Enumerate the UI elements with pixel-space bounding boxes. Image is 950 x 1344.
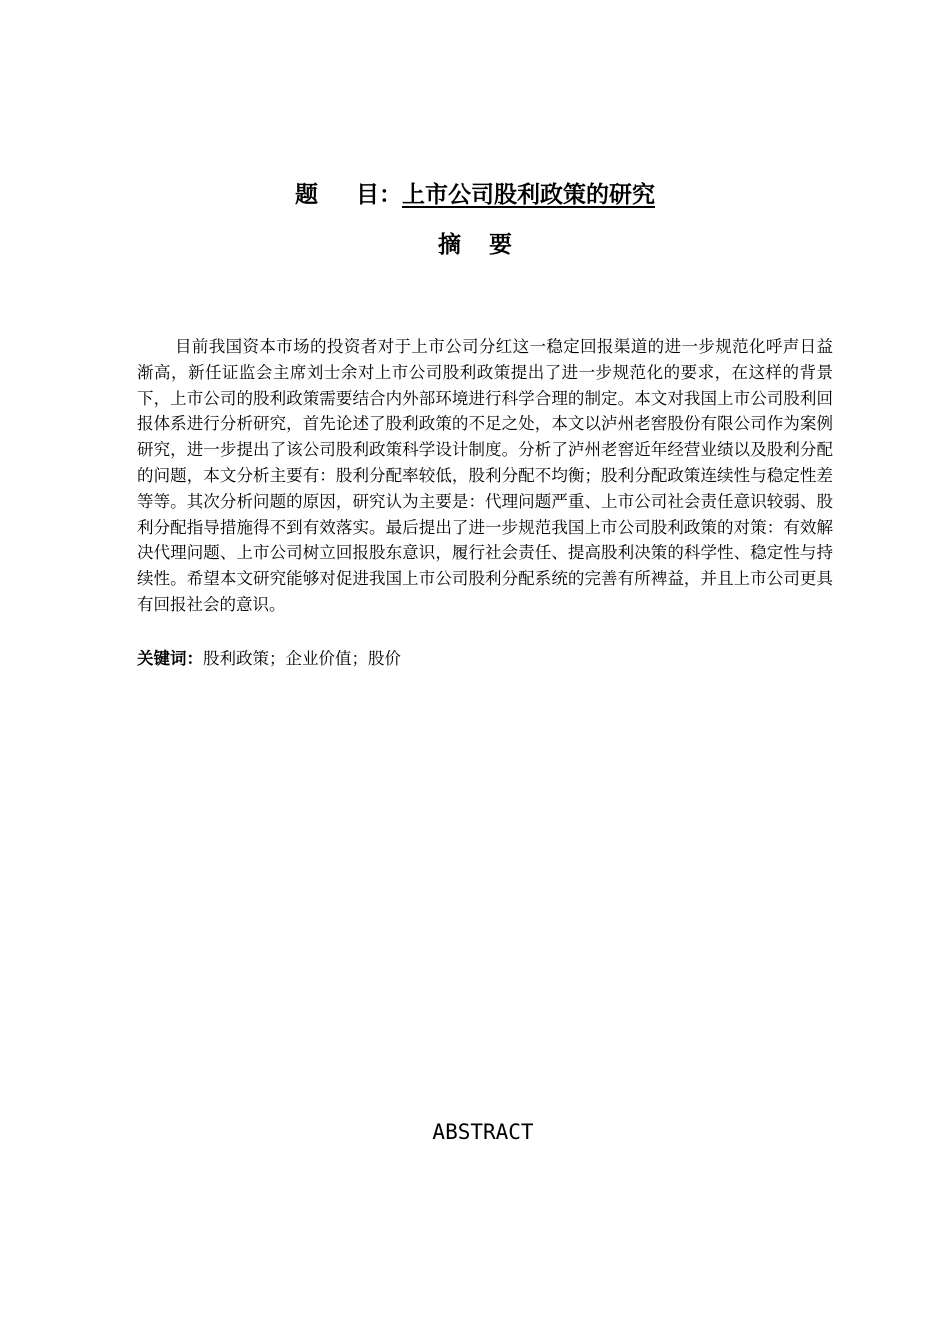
keywords-line: [137, 646, 833, 672]
title-text: 上市公司股利政策的研究: [402, 182, 655, 208]
keywords-label: 关键词：: [137, 649, 203, 668]
english-abstract-heading: ABSTRACT: [432, 1120, 534, 1144]
keywords-value: 股利政策；企业价值；股价: [203, 649, 401, 668]
abstract-heading: 摘要: [438, 232, 540, 258]
title-label-first: 题: [295, 182, 318, 208]
abstract-body: 目前我国资本市场的投资者对于上市公司分红这一稳定回报渠道的进一步规范化呼声日益渐高，新任证监会主席刘士余对上市公司股利政策提出了进一步规范化的要求，在这样的背景下，上市公司的股利政策需要结合内外部环境进行科学合理的制定。本文对我国上市公司股利回报体系进行分析研究，首先论述了股利政策的不足之处，本文以泸州老窖股份有限公司作为案例研究，进一步提出了该公司股利政策科学设计制度。分析了泸州老窖近年经营业绩以及股利分配的问题，本文分析主要有：股利分配率较低，股利分配不均衡；股利分配政策连续性与稳定性差等等。其次分析问题的原因，研究认为主要是：代理问题严重、上市公司社会责任意识较弱、股利分配指导措施得不到有效落实。最后提出了进一步规范我国上市公司股利政策的对策：有效解决代理问题、上市公司树立回报股东意识，履行社会责任、提高股利决策的科学性、稳定性与持续性。希望本文研究能够对促进我国上市公司股利分配系统的完善有所裨益，并且上市公司更具有回报社会的意识。: [137, 337, 833, 614]
thesis-title: [0, 178, 950, 212]
title-label: [295, 182, 402, 208]
title-label-second: 目：: [356, 182, 402, 208]
